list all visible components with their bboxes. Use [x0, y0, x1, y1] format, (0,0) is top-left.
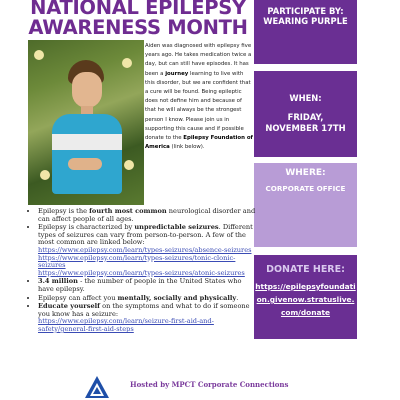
- absence-seizures-link[interactable]: https://www.epilepsy.com/learn/types-seizures/absence-seizures: [38, 245, 252, 254]
- fact-item: • Epilepsy is characterized by unpredictable seizures. Different types of seizures can vary from person-to-person. A few of the most common are linked below: https://www.epilepsy.com/learn/types-seizures/absence-seizures https://www.epilepsy.com/learn/types-seizures/tonic-clonic-seizures https://www.epilepsy.com/learn/types-seizures/atonic-seizures: [38, 224, 257, 277]
- title-line-1: NATIONAL EPILEPSY: [30, 0, 246, 19]
- story-paragraph: Aiden was diagnosed with epilepsy five years ago. He takes medication twice a day, but can still have episodes. It has been a journey learning to live with this disorder, but we are confident that a cure will be found. Being epileptic does not define him and because of that he will always be the strongest person I know. Please join us in supporting this cause and if possible donate to the Epilepsy Foundation of America (link below).: [145, 43, 253, 151]
- facts-list: [22, 208, 257, 335]
- participate-value: WEARING PURPLE: [263, 16, 348, 26]
- first-aid-link[interactable]: https://www.epilepsy.com/learn/seizure-first-aid-and-safety/general-first-aid-steps: [38, 317, 214, 333]
- flyer-title: [26, 0, 250, 38]
- when-date: NOVEMBER 17TH: [265, 123, 346, 133]
- title-line-2: AWARENESS MONTH: [28, 16, 248, 39]
- when-box: [254, 71, 357, 157]
- tonic-clonic-seizures-link[interactable]: https://www.epilepsy.com/learn/types-seizures/tonic-clonic-seizures: [38, 253, 236, 270]
- donate-link[interactable]: https://epilepsyfoundati on.givenow.stratuslive. com/donate: [255, 282, 356, 317]
- where-label: WHERE:: [285, 168, 326, 178]
- atonic-seizures-link[interactable]: https://www.epilepsy.com/learn/types-seizures/atonic-seizures: [38, 268, 245, 277]
- boy-photo: [28, 40, 144, 205]
- story-foundation: Epilepsy Foundation of America: [145, 135, 253, 151]
- story-journey: journey: [165, 70, 189, 77]
- fact-item: • Educate yourself on the symptoms and what to do if someone you know has a seizure: https://www.epilepsy.com/learn/seizure-first-aid-and-safety/general-first-aid-steps: [38, 303, 257, 333]
- donate-box: [254, 255, 357, 339]
- when-day: FRIDAY,: [287, 112, 324, 122]
- when-label: WHEN:: [289, 93, 322, 103]
- fact-item: • Epilepsy can affect you mentally, socially and physically.: [38, 295, 257, 303]
- where-box: [254, 163, 357, 247]
- fact-item: • 3.4 million - the number of people in the United States who have epilepsy.: [38, 278, 257, 293]
- hosted-by-text: Hosted by MPCT Corporate Connections: [130, 380, 289, 389]
- fact-item: • Epilepsy is the fourth most common neurological disorder and can affect people of all ages.: [38, 208, 257, 223]
- mpct-logo-icon: [84, 374, 110, 400]
- participate-box: [254, 0, 357, 64]
- where-value: CORPORATE OFFICE: [265, 184, 346, 193]
- participate-label: PARTICIPATE BY:: [267, 6, 344, 16]
- donate-label: DONATE HERE:: [266, 264, 345, 275]
